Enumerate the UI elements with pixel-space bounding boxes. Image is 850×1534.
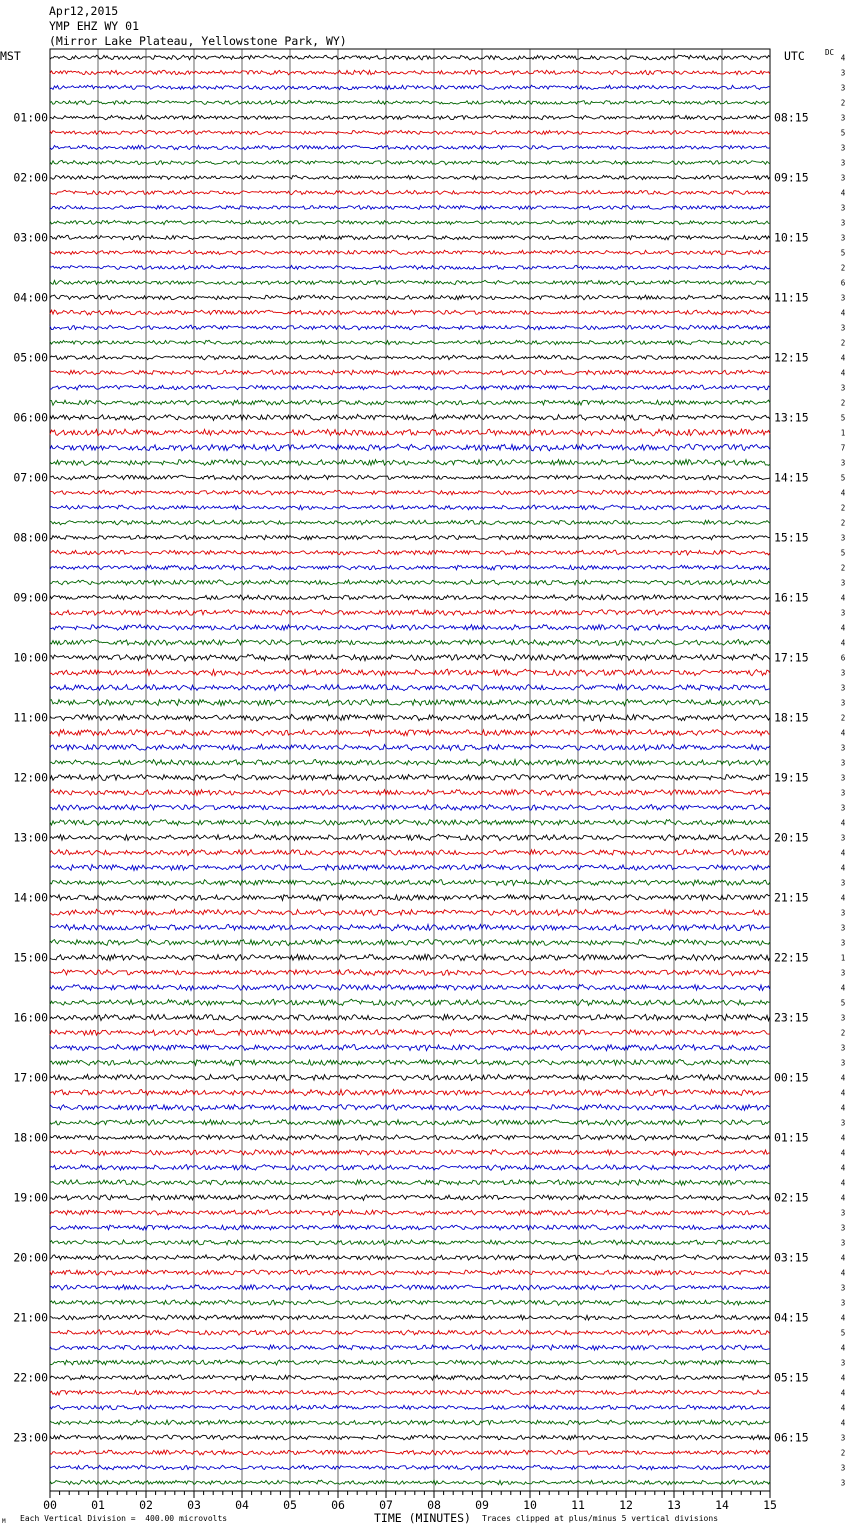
- trace-row: [50, 1390, 770, 1395]
- trace-row: [50, 355, 770, 360]
- trace-row: [50, 400, 770, 405]
- right-time-label: 08:15: [774, 110, 809, 125]
- dc-value: 3: [840, 293, 846, 303]
- trace-row: [50, 985, 770, 991]
- left-time-label: 11:00: [13, 710, 48, 725]
- x-tick-label: 11: [571, 1498, 585, 1512]
- x-tick-label: 04: [235, 1498, 249, 1512]
- dc-value: 3: [840, 1298, 846, 1308]
- dc-value: 3: [840, 383, 846, 393]
- dc-value: 3: [840, 173, 846, 183]
- x-axis-title: TIME (MINUTES): [374, 1511, 471, 1525]
- dc-value: 6: [840, 653, 846, 663]
- x-tick-label: 08: [427, 1498, 441, 1512]
- dc-value: 3: [840, 203, 846, 213]
- trace-row: [50, 684, 770, 690]
- dc-value: 3: [840, 608, 846, 618]
- trace-row: [50, 805, 770, 811]
- left-time-label: 03:00: [13, 230, 48, 245]
- dc-value: 4: [840, 1373, 846, 1383]
- trace-row: [50, 85, 770, 90]
- trace-row: [50, 220, 770, 224]
- dc-value: 3: [840, 773, 846, 783]
- left-time-label: 14:00: [13, 890, 48, 905]
- trace-row: [50, 1030, 770, 1036]
- trace-row: [50, 130, 770, 134]
- dc-value: 1: [840, 953, 846, 963]
- trace-row: [50, 1405, 770, 1410]
- trace-row: [50, 865, 770, 871]
- trace-row: [50, 1480, 770, 1485]
- x-tick-label: 14: [715, 1498, 729, 1512]
- dc-value: 3: [840, 923, 846, 933]
- dc-value: 3: [840, 233, 846, 243]
- dc-value: 3: [840, 1238, 846, 1248]
- trace-row: [50, 1074, 770, 1080]
- left-time-label: 12:00: [13, 770, 48, 785]
- trace-row: [50, 1375, 770, 1380]
- dc-value: 3: [840, 938, 846, 948]
- dc-value: 4: [840, 308, 846, 318]
- dc-value: 3: [840, 968, 846, 978]
- dc-value: 3: [840, 158, 846, 168]
- dc-value: 3: [840, 143, 846, 153]
- dc-value: 4: [840, 863, 846, 873]
- dc-value: 4: [840, 893, 846, 903]
- dc-value: 3: [840, 218, 846, 228]
- trace-row: [50, 970, 770, 976]
- trace-row: [50, 774, 770, 780]
- dc-value: 4: [840, 368, 846, 378]
- dc-value: 4: [840, 818, 846, 828]
- right-time-label: 03:15: [774, 1250, 809, 1265]
- trace-row: [50, 1104, 770, 1110]
- trace-row: [50, 820, 770, 826]
- trace-row: [50, 1465, 770, 1470]
- trace-row: [50, 1014, 770, 1020]
- dc-value: 3: [840, 578, 846, 588]
- trace-row: [50, 325, 770, 330]
- trace-row: [50, 100, 770, 104]
- dc-value: 3: [840, 833, 846, 843]
- trace-row: [50, 520, 770, 525]
- trace-row: [50, 55, 770, 60]
- dc-value: 3: [840, 1118, 846, 1128]
- left-time-label: 22:00: [13, 1370, 48, 1385]
- dc-value: 3: [840, 743, 846, 753]
- plot-frame: [50, 49, 770, 1491]
- right-time-label: 01:15: [774, 1130, 809, 1145]
- trace-row: [50, 550, 770, 555]
- dc-value: 7: [840, 443, 846, 453]
- right-time-label: 09:15: [774, 170, 809, 185]
- trace-row: [50, 1089, 770, 1095]
- dc-value: 5: [840, 548, 846, 558]
- dc-value: 4: [840, 1313, 846, 1323]
- dc-value: 4: [840, 353, 846, 363]
- trace-row: [50, 490, 770, 495]
- trace-row: [50, 205, 770, 209]
- dc-column-label: DC: [825, 48, 835, 57]
- trace-row: [50, 789, 770, 795]
- trace-row: [50, 310, 770, 315]
- right-time-label: 05:15: [774, 1370, 809, 1385]
- dc-value: 2: [840, 263, 846, 273]
- right-time-label: 21:15: [774, 890, 809, 905]
- right-time-label: 06:15: [774, 1430, 809, 1445]
- dc-value: 4: [840, 1133, 846, 1143]
- trace-row: [50, 145, 770, 149]
- dc-value: 3: [840, 1433, 846, 1443]
- dc-value: 5: [840, 128, 846, 138]
- dc-value: 3: [840, 68, 846, 78]
- trace-row: [50, 625, 770, 631]
- dc-value: 5: [840, 473, 846, 483]
- dc-value: 4: [840, 623, 846, 633]
- trace-row: [50, 535, 770, 540]
- x-tick-label: 12: [619, 1498, 633, 1512]
- trace-row: [50, 70, 770, 75]
- dc-value: 2: [840, 338, 846, 348]
- left-time-label: 05:00: [13, 350, 48, 365]
- dc-value: 3: [840, 1208, 846, 1218]
- dc-value: 3: [840, 458, 846, 468]
- dc-value: 4: [840, 1148, 846, 1158]
- trace-row: [50, 370, 770, 375]
- trace-row: [50, 744, 770, 750]
- dc-value: 2: [840, 518, 846, 528]
- dc-value: 5: [840, 413, 846, 423]
- trace-row: [50, 385, 770, 390]
- x-tick-label: 09: [475, 1498, 489, 1512]
- trace-row: [50, 939, 770, 945]
- dc-value: 1: [840, 428, 846, 438]
- trace-row: [50, 414, 770, 420]
- trace-row: [50, 444, 770, 451]
- dc-value: 3: [840, 668, 846, 678]
- right-time-label: 11:15: [774, 290, 809, 305]
- dc-value: 3: [840, 803, 846, 813]
- right-time-label: 00:15: [774, 1070, 809, 1085]
- x-tick-label: 03: [187, 1498, 201, 1512]
- trace-row: [50, 909, 770, 915]
- trace-row: [50, 999, 770, 1005]
- chart-date: Apr12,2015: [49, 4, 119, 18]
- footer-corner-mark: M: [2, 1518, 6, 1525]
- x-tick-label: 15: [763, 1498, 777, 1512]
- x-tick-label: 05: [283, 1498, 297, 1512]
- trace-row: [50, 1045, 770, 1051]
- right-time-label: 23:15: [774, 1010, 809, 1025]
- trace-row: [50, 850, 770, 856]
- dc-value: 4: [840, 1268, 846, 1278]
- dc-value: 5: [840, 248, 846, 258]
- dc-value: 2: [840, 563, 846, 573]
- right-time-label: 22:15: [774, 950, 809, 965]
- dc-value: 3: [840, 683, 846, 693]
- trace-row: [50, 699, 770, 705]
- dc-value: 4: [840, 488, 846, 498]
- dc-value: 4: [840, 1418, 846, 1428]
- left-time-label: 06:00: [13, 410, 48, 425]
- trace-row: [50, 459, 770, 465]
- left-time-label: 20:00: [13, 1250, 48, 1265]
- x-tick-label: 02: [139, 1498, 153, 1512]
- trace-row: [50, 954, 770, 960]
- dc-value: 3: [840, 1463, 846, 1473]
- dc-value: 3: [840, 1478, 846, 1488]
- trace-row: [50, 565, 770, 570]
- trace-row: [50, 1330, 770, 1335]
- left-time-label: 23:00: [13, 1430, 48, 1445]
- right-time-label: 02:15: [774, 1190, 809, 1205]
- trace-row: [50, 1420, 770, 1425]
- dc-value: 3: [840, 1043, 846, 1053]
- dc-value: 4: [840, 638, 846, 648]
- dc-value: 3: [840, 758, 846, 768]
- left-time-label: 17:00: [13, 1070, 48, 1085]
- left-axis-label: MST: [0, 49, 21, 63]
- scale-note: Each Vertical Division = 400.00 microvolts: [20, 1514, 228, 1523]
- trace-row: [50, 475, 770, 480]
- trace-row: [50, 610, 770, 616]
- trace-row: [50, 429, 770, 436]
- trace-row: [50, 730, 770, 736]
- trace-row: [50, 1315, 770, 1320]
- left-time-label: 04:00: [13, 290, 48, 305]
- trace-row: [50, 1435, 770, 1440]
- left-time-label: 21:00: [13, 1310, 48, 1325]
- trace-row: [50, 759, 770, 765]
- trace-row: [50, 1165, 770, 1171]
- left-time-label: 13:00: [13, 830, 48, 845]
- dc-value: 3: [840, 1283, 846, 1293]
- dc-value: 4: [840, 1343, 846, 1353]
- trace-row: [50, 265, 770, 269]
- left-time-label: 02:00: [13, 170, 48, 185]
- trace-row: [50, 880, 770, 886]
- right-time-label: 16:15: [774, 590, 809, 605]
- dc-value: 4: [840, 1388, 846, 1398]
- dc-value: 4: [840, 728, 846, 738]
- trace-row: [50, 924, 770, 930]
- dc-value: 2: [840, 98, 846, 108]
- right-time-label: 04:15: [774, 1310, 809, 1325]
- dc-value: 2: [840, 398, 846, 408]
- right-time-label: 10:15: [774, 230, 809, 245]
- trace-row: [50, 894, 770, 900]
- trace-row: [50, 1285, 770, 1290]
- left-time-label: 15:00: [13, 950, 48, 965]
- trace-row: [50, 160, 770, 164]
- dc-value: 6: [840, 278, 846, 288]
- left-time-label: 16:00: [13, 1010, 48, 1025]
- right-axis-label: UTC: [784, 49, 805, 63]
- trace-row: [50, 1225, 770, 1230]
- dc-value: 4: [840, 53, 846, 63]
- dc-value: 4: [840, 1073, 846, 1083]
- trace-row: [50, 175, 770, 179]
- trace-row: [50, 580, 770, 585]
- right-time-label: 19:15: [774, 770, 809, 785]
- trace-row: [50, 669, 770, 676]
- left-time-label: 10:00: [13, 650, 48, 665]
- trace-row: [50, 1195, 770, 1201]
- trace-row: [50, 1345, 770, 1350]
- dc-value: 4: [840, 188, 846, 198]
- right-time-label: 12:15: [774, 350, 809, 365]
- trace-row: [50, 640, 770, 646]
- dc-value: 3: [840, 323, 846, 333]
- dc-value: 4: [840, 593, 846, 603]
- trace-row: [50, 250, 770, 254]
- dc-value: 2: [840, 713, 846, 723]
- trace-row: [50, 1210, 770, 1215]
- trace-row: [50, 340, 770, 345]
- trace-row: [50, 834, 770, 840]
- trace-row: [50, 1450, 770, 1455]
- right-time-label: 17:15: [774, 650, 809, 665]
- right-time-label: 18:15: [774, 710, 809, 725]
- dc-value: 3: [840, 533, 846, 543]
- dc-value: 5: [840, 1328, 846, 1338]
- dc-value: 4: [840, 1088, 846, 1098]
- trace-row: [50, 1300, 770, 1305]
- left-time-label: 07:00: [13, 470, 48, 485]
- x-tick-label: 01: [91, 1498, 105, 1512]
- dc-value: 3: [840, 1358, 846, 1368]
- trace-row: [50, 295, 770, 300]
- trace-row: [50, 505, 770, 510]
- dc-value: 2: [840, 1028, 846, 1038]
- trace-row: [50, 1270, 770, 1275]
- dc-value: 5: [840, 998, 846, 1008]
- dc-value: 4: [840, 1403, 846, 1413]
- dc-value: 3: [840, 1058, 846, 1068]
- dc-value: 3: [840, 698, 846, 708]
- trace-row: [50, 1059, 770, 1065]
- x-tick-label: 00: [43, 1498, 57, 1512]
- clip-note: Traces clipped at plus/minus 5 vertical divisions: [482, 1514, 719, 1523]
- trace-row: [50, 1150, 770, 1156]
- trace-row: [50, 1240, 770, 1245]
- trace-row: [50, 1360, 770, 1365]
- trace-row: [50, 235, 770, 240]
- trace-row: [50, 714, 770, 721]
- left-time-label: 09:00: [13, 590, 48, 605]
- dc-value: 3: [840, 788, 846, 798]
- trace-row: [50, 1135, 770, 1141]
- left-time-label: 08:00: [13, 530, 48, 545]
- dc-value: 4: [840, 1163, 846, 1173]
- trace-row: [50, 280, 770, 284]
- x-tick-label: 06: [331, 1498, 345, 1512]
- dc-value: 4: [840, 1103, 846, 1113]
- left-time-label: 19:00: [13, 1190, 48, 1205]
- dc-value: 4: [840, 1193, 846, 1203]
- trace-row: [50, 595, 770, 600]
- trace-row: [50, 115, 770, 119]
- dc-value: 3: [840, 908, 846, 918]
- trace-row: [50, 190, 770, 194]
- x-tick-label: 13: [667, 1498, 681, 1512]
- dc-value: 3: [840, 1223, 846, 1233]
- dc-value: 4: [840, 848, 846, 858]
- chart-station: YMP EHZ WY 01: [49, 19, 140, 33]
- right-time-label: 20:15: [774, 830, 809, 845]
- dc-value: 3: [840, 1013, 846, 1023]
- dc-value: 4: [840, 983, 846, 993]
- trace-row: [50, 1255, 770, 1260]
- dc-value: 3: [840, 83, 846, 93]
- x-tick-label: 10: [523, 1498, 537, 1512]
- dc-value: 3: [840, 878, 846, 888]
- dc-value: 3: [840, 113, 846, 123]
- chart-location: (Mirror Lake Plateau, Yellowstone Park, WY): [49, 34, 347, 48]
- dc-value: 4: [840, 1178, 846, 1188]
- trace-row: [50, 654, 770, 661]
- dc-value: 2: [840, 503, 846, 513]
- left-time-label: 01:00: [13, 110, 48, 125]
- left-time-label: 18:00: [13, 1130, 48, 1145]
- dc-value: 4: [840, 1253, 846, 1263]
- right-time-label: 14:15: [774, 470, 809, 485]
- x-tick-label: 07: [379, 1498, 393, 1512]
- right-time-label: 15:15: [774, 530, 809, 545]
- dc-value: 2: [840, 1448, 846, 1458]
- trace-row: [50, 1180, 770, 1186]
- trace-row: [50, 1120, 770, 1126]
- right-time-label: 13:15: [774, 410, 809, 425]
